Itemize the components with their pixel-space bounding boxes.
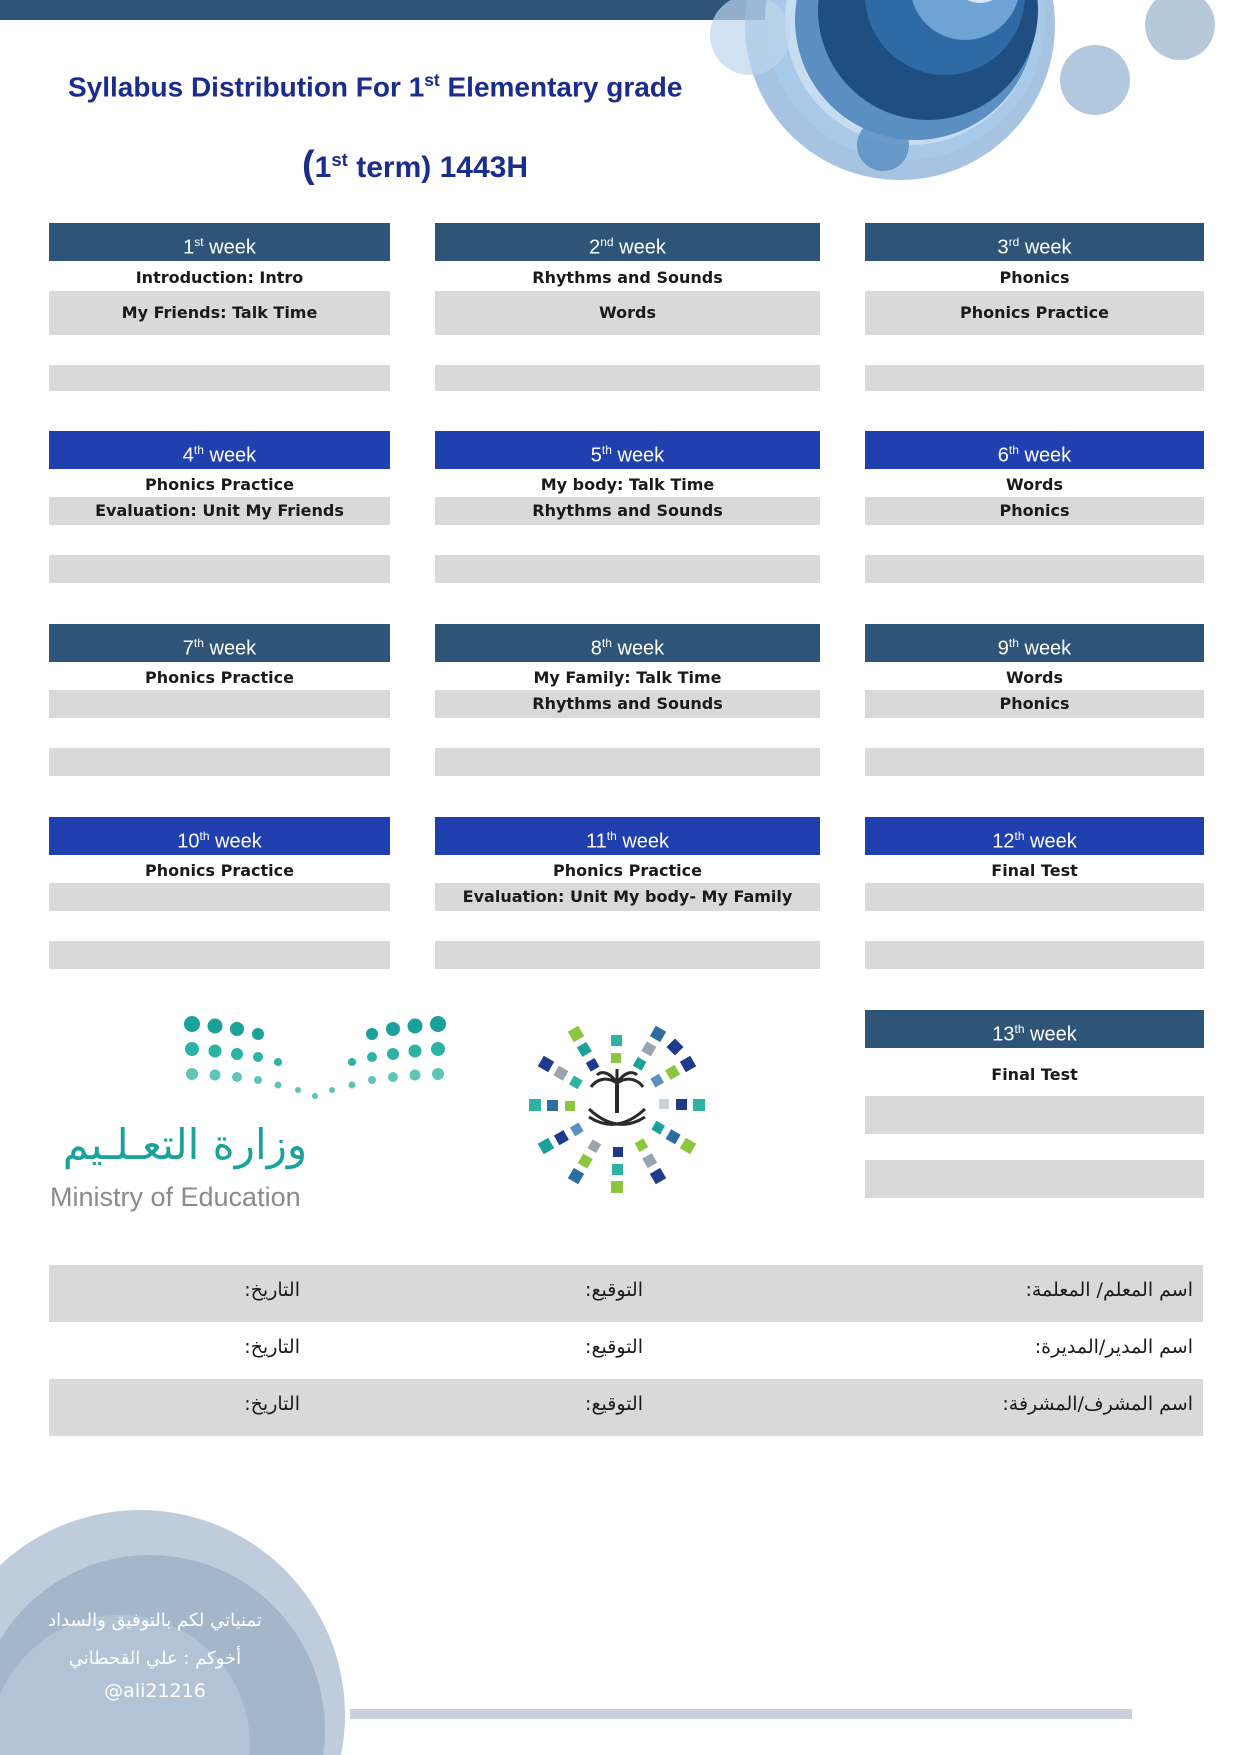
lesson-row [865, 941, 1204, 969]
week-header: 9th week [865, 624, 1204, 662]
bottom-bar [350, 1709, 1132, 1719]
signature-row: اسم المشرف/المشرفة: التوقيع: التاريخ: [49, 1379, 1203, 1436]
lesson-row [865, 1096, 1204, 1134]
week-header: 5th week [435, 431, 820, 469]
week-header: 11th week [435, 817, 820, 855]
lesson-row: Evaluation: Unit My body- My Family [435, 883, 820, 911]
week-header: 4th week [49, 431, 390, 469]
week-header: 13th week [865, 1010, 1204, 1048]
week-card [49, 624, 390, 776]
week-card [865, 624, 1204, 776]
lesson-row [865, 555, 1204, 583]
lesson-row: Phonics Practice [865, 291, 1204, 335]
lesson-row [435, 555, 820, 583]
footer-author: أخوكم : علي القحطاني [68, 1648, 242, 1669]
lesson-row: Rhythms and Sounds [435, 497, 820, 525]
week-card [49, 817, 390, 969]
ministry-arabic-name: وزارة التعـلـيم [62, 1120, 308, 1169]
lesson-row: Rhythms and Sounds [532, 268, 723, 287]
lesson-row [435, 748, 820, 776]
week-header: 10th week [49, 817, 390, 855]
lesson-row [49, 941, 390, 969]
page-subtitle: (1st term) 1443H [302, 144, 528, 186]
lesson-row: Phonics Practice [145, 475, 294, 494]
lesson-row: Words [1006, 475, 1063, 494]
decorative-circles-top [700, 0, 1241, 260]
lesson-row: Words [1006, 668, 1063, 687]
lesson-row: Rhythms and Sounds [435, 690, 820, 718]
lesson-row: Final Test [991, 1065, 1078, 1084]
lesson-row: Phonics Practice [145, 668, 294, 687]
week-card [435, 223, 820, 391]
signature-table [49, 1265, 1203, 1436]
lesson-row: Phonics Practice [553, 861, 702, 880]
lesson-row: My body: Talk Time [540, 475, 715, 494]
lesson-row [865, 365, 1204, 391]
week-card [49, 223, 390, 391]
lesson-row [49, 365, 390, 391]
lesson-row [49, 690, 390, 718]
week-card [49, 431, 390, 583]
week-card [865, 223, 1204, 391]
week-header: 7th week [49, 624, 390, 662]
lesson-row [49, 555, 390, 583]
week-header: 2nd week [435, 223, 820, 261]
lesson-row: Phonics [999, 268, 1070, 287]
week-header: 1st week [49, 223, 390, 261]
lesson-row: Phonics Practice [145, 861, 294, 880]
week-card [865, 1010, 1204, 1198]
lesson-row: My Family: Talk Time [533, 668, 722, 687]
lesson-row [435, 941, 820, 969]
week-header: 12th week [865, 817, 1204, 855]
week-header: 8th week [435, 624, 820, 662]
lesson-row: Phonics [865, 690, 1204, 718]
lesson-row: Introduction: Intro [135, 268, 304, 287]
lesson-row: Final Test [991, 861, 1078, 880]
page-title: Syllabus Distribution For 1st Elementary grade [68, 70, 683, 103]
footer-handle: @ali21216 [104, 1680, 206, 1702]
week-card [435, 431, 820, 583]
week-card [435, 817, 820, 969]
lesson-row: Phonics [865, 497, 1204, 525]
lesson-row [865, 1160, 1204, 1198]
week-header: 3rd week [865, 223, 1204, 261]
lesson-row: My Friends: Talk Time [49, 291, 390, 335]
lesson-row [435, 365, 820, 391]
lesson-row [49, 883, 390, 911]
footer-wishes: تمنياتي لكم بالتوفيق والسداد [48, 1610, 262, 1631]
week-card [865, 431, 1204, 583]
signature-row: اسم المعلم/ المعلمة: التوقيع: التاريخ: [49, 1265, 1203, 1322]
ministry-english-name: Ministry of Education [50, 1182, 301, 1212]
signature-row: اسم المدير/المديرة: التوقيع: التاريخ: [244, 1336, 1193, 1358]
lesson-row [865, 748, 1204, 776]
week-card [435, 624, 820, 776]
lesson-row [865, 883, 1204, 911]
lesson-row [49, 748, 390, 776]
lesson-row: Evaluation: Unit My Friends [49, 497, 390, 525]
lesson-row: Words [435, 291, 820, 335]
week-card [865, 817, 1204, 969]
ministry-logo-dots [180, 1012, 450, 1102]
week-header: 6th week [865, 431, 1204, 469]
vision-emblem [525, 1010, 710, 1200]
